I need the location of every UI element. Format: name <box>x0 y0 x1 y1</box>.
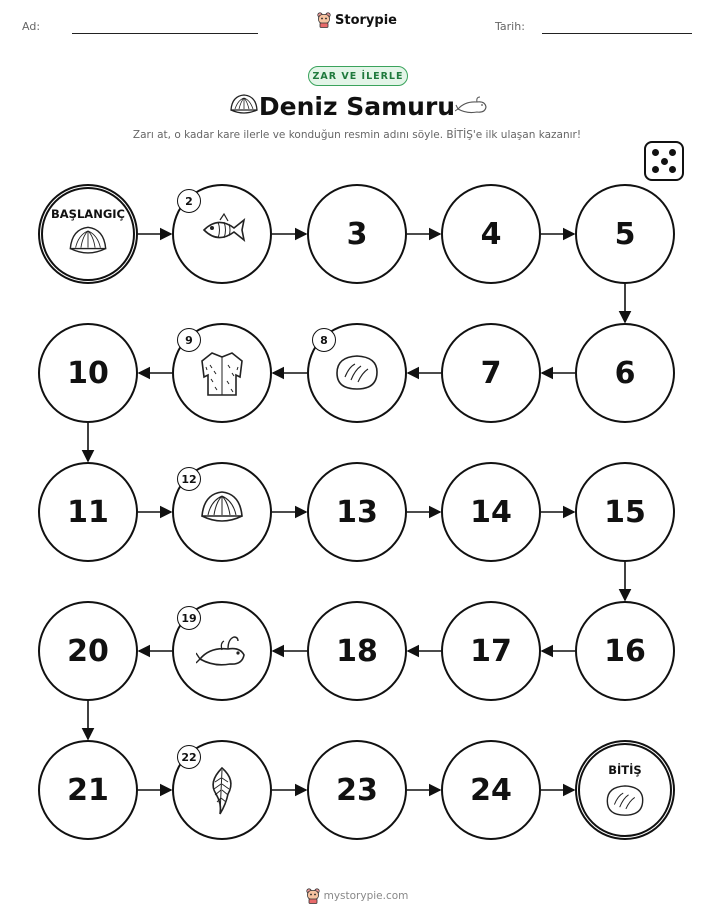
board-space-18 <box>307 601 407 701</box>
space-number: 3 <box>346 216 368 252</box>
kelp-icon <box>196 764 248 816</box>
start-space <box>38 184 138 284</box>
page-title: Deniz Samuru <box>258 92 456 121</box>
footer <box>0 888 714 907</box>
space-number-badge: 9 <box>177 328 201 352</box>
board-space-13 <box>307 462 407 562</box>
space-number: 24 <box>470 772 512 808</box>
board-space-15 <box>575 462 675 562</box>
space-number: 15 <box>604 494 646 530</box>
space-number: 14 <box>470 494 512 530</box>
clam-icon <box>65 222 111 268</box>
fish-icon <box>196 208 248 260</box>
board-space-7 <box>441 323 541 423</box>
board-space-6 <box>575 323 675 423</box>
board-space-17 <box>441 601 541 701</box>
space-number: 4 <box>480 216 502 252</box>
space-number-badge: 2 <box>177 189 201 213</box>
board-space-24 <box>441 740 541 840</box>
stone-icon <box>331 347 383 399</box>
space-number: 17 <box>470 633 512 669</box>
board-space-5 <box>575 184 675 284</box>
finish-space <box>575 740 675 840</box>
space-number-badge: 19 <box>177 606 201 630</box>
space-number: 23 <box>336 772 378 808</box>
board-space-19 <box>172 601 272 701</box>
space-number: 13 <box>336 494 378 530</box>
space-number: 6 <box>614 355 636 391</box>
board-space-20 <box>38 601 138 701</box>
board-space-22 <box>172 740 272 840</box>
board-space-16 <box>575 601 675 701</box>
board-space-2 <box>172 184 272 284</box>
board-space-14 <box>441 462 541 562</box>
space-number: 7 <box>480 355 502 391</box>
space-number: 5 <box>614 216 636 252</box>
instructions-text: Zarı at, o kadar kare ilerle ve konduğun resmin adını söyle. BİTİŞ'e ilk ulaşan kazanır! <box>132 129 582 141</box>
game-type-badge: ZAR VE İLERLE <box>308 66 408 86</box>
board-space-4 <box>441 184 541 284</box>
space-number: 16 <box>604 633 646 669</box>
name-label: Ad: <box>22 20 41 33</box>
space-number: 21 <box>67 772 109 808</box>
clam-icon <box>196 486 248 538</box>
storypie-logo-icon <box>306 888 320 904</box>
board-space-8 <box>307 323 407 423</box>
board-space-3 <box>307 184 407 284</box>
space-number: 11 <box>67 494 109 530</box>
fur-coat-icon <box>196 347 248 399</box>
board-space-21 <box>38 740 138 840</box>
space-number-badge: 22 <box>177 745 201 769</box>
board-space-10 <box>38 323 138 423</box>
board-space-11 <box>38 462 138 562</box>
space-number-badge: 12 <box>177 467 201 491</box>
board-space-12 <box>172 462 272 562</box>
sea-otter-icon <box>196 625 248 677</box>
space-number: 18 <box>336 633 378 669</box>
space-number: 10 <box>67 355 109 391</box>
board-space-9 <box>172 323 272 423</box>
finish-label: BİTİŞ <box>608 763 642 777</box>
space-number: 20 <box>67 633 109 669</box>
space-number-badge: 8 <box>312 328 336 352</box>
footer-url: mystorypie.com <box>323 890 409 902</box>
brand-name: Storypie <box>335 12 397 28</box>
stone-icon <box>602 778 648 824</box>
board-space-23 <box>307 740 407 840</box>
date-label: Tarih: <box>495 20 525 33</box>
start-label: BAŞLANGIÇ <box>51 207 125 221</box>
